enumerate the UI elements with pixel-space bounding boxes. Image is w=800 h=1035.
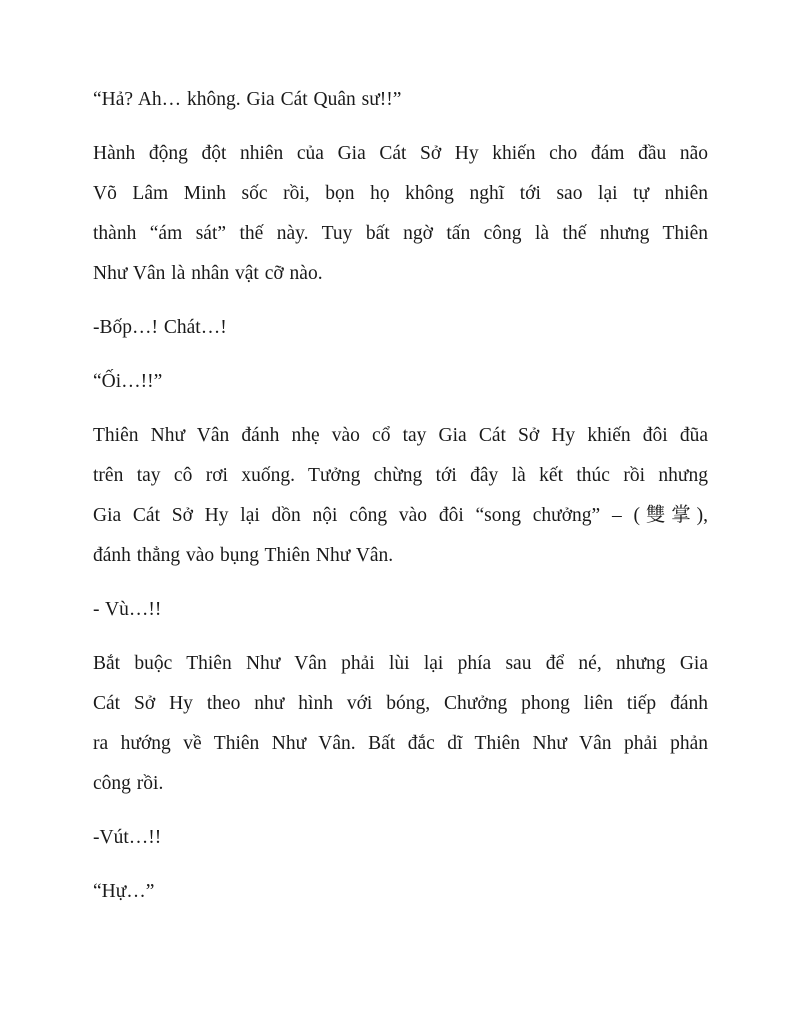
text-line: Như Vân là nhân vật cỡ nào.: [93, 263, 323, 284]
paragraph: [93, 644, 708, 804]
text-line: ra hướng về Thiên Như Vân. Bất đắc dĩ Thiên Như Vân phải phản: [93, 733, 708, 754]
text-line: Cát Sở Hy theo như hình với bóng, Chưởng phong liên tiếp đánh: [93, 693, 708, 714]
paragraph: [93, 872, 708, 912]
text-line: Võ Lâm Minh sốc rồi, bọn họ không nghĩ tới sao lại tự nhiên: [93, 183, 708, 204]
text-line: thành “ám sát” thế này. Tuy bất ngờ tấn công là thế nhưng Thiên: [93, 223, 708, 244]
paragraph: [93, 362, 708, 402]
text-line: đánh thẳng vào bụng Thiên Như Vân.: [93, 545, 394, 566]
text-line: công rồi.: [93, 773, 164, 794]
paragraph: [93, 590, 708, 630]
text-line: “Ối…!!”: [93, 371, 163, 392]
paragraph: [93, 818, 708, 858]
text-line: - Vù…!!: [93, 599, 162, 620]
text-line: Gia Cát Sở Hy lại dồn nội công vào đôi “song chưởng” – (雙掌),: [93, 505, 708, 526]
document-content: [93, 80, 708, 926]
paragraph: [93, 308, 708, 348]
text-line: Hành động đột nhiên của Gia Cát Sở Hy khiến cho đám đầu não: [93, 143, 708, 164]
text-line: “Hự…”: [93, 881, 155, 902]
text-line: “Hả? Ah… không. Gia Cát Quân sư!!”: [93, 89, 402, 110]
paragraph: [93, 416, 708, 576]
text-line: Thiên Như Vân đánh nhẹ vào cổ tay Gia Cát Sở Hy khiến đôi đũa: [93, 425, 708, 446]
text-line: trên tay cô rơi xuống. Tưởng chừng tới đây là kết thúc rồi nhưng: [93, 465, 708, 486]
paragraph: [93, 134, 708, 294]
paragraph: [93, 80, 708, 120]
text-line: -Bốp…! Chát…!: [93, 317, 227, 338]
text-line: Bắt buộc Thiên Như Vân phải lùi lại phía sau để né, nhưng Gia: [93, 653, 708, 674]
text-line: -Vút…!!: [93, 827, 162, 848]
